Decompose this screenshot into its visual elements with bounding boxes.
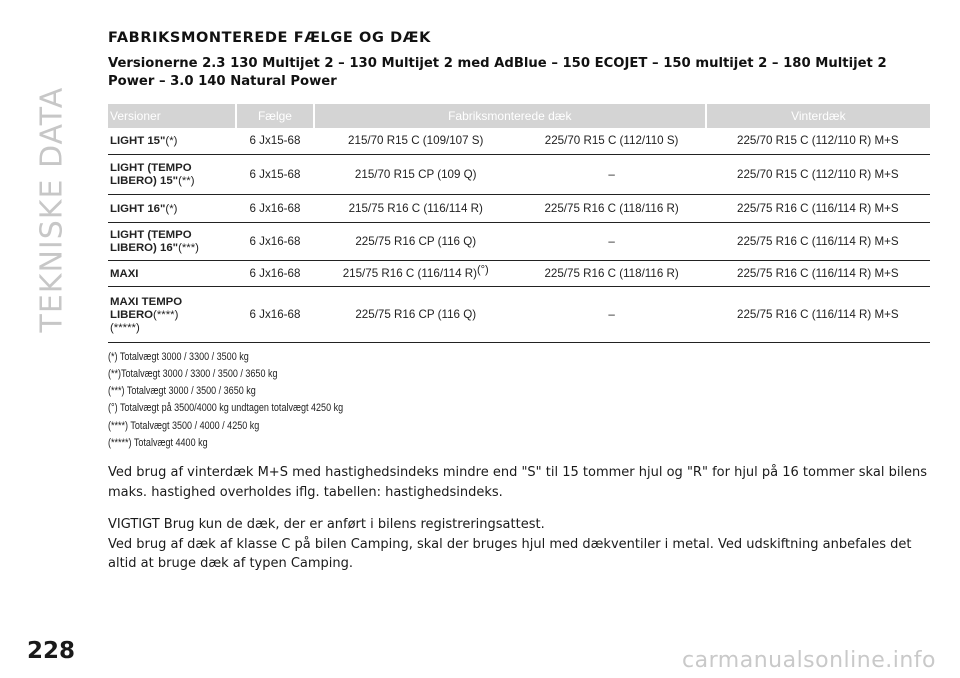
- rim-cell: 6 Jx16-68: [236, 260, 314, 286]
- tyre-spec-table: [108, 104, 930, 343]
- winter-tyre-cell: 225/75 R16 C (116/114 R) M+S: [706, 194, 930, 222]
- tyre-alt-cell: 225/75 R16 C (118/116 R): [518, 194, 706, 222]
- table-row: [108, 154, 930, 194]
- rim-cell: 6 Jx16-68: [236, 286, 314, 342]
- tyre-cell: 225/75 R16 CP (116 Q): [314, 286, 518, 342]
- tyre-footnote-marker: (°): [477, 263, 489, 276]
- version-note: (****): [153, 308, 179, 321]
- version-note: (*): [165, 135, 178, 148]
- version-cell: [108, 222, 236, 260]
- section-side-label: TEKNISKE DATA: [34, 86, 70, 333]
- tyre-cell: [314, 260, 518, 286]
- version-cell: [108, 128, 236, 154]
- table-row: [108, 194, 930, 222]
- versions-subtitle: Versionerne 2.3 130 Multijet 2 – 130 Multijet 2 med AdBlue – 150 ECOJET – 150 multijet 2 – 180 Multijet 2 Power – 3.0 140 Natural Power: [108, 56, 887, 89]
- winter-tyre-cell: 225/75 R16 C (116/114 R) M+S: [706, 260, 930, 286]
- page-number: 228: [27, 638, 76, 664]
- table-header-row: [108, 104, 930, 128]
- tyre-alt-cell: 225/70 R15 C (112/110 S): [518, 128, 706, 154]
- tyre-cell: 215/70 R15 CP (109 Q): [314, 154, 518, 194]
- header-factory-tyres: Fabriksmonterede dæk: [314, 104, 706, 128]
- winter-tyre-cell: 225/70 R15 C (112/110 R) M+S: [706, 154, 930, 194]
- version-cell: [108, 260, 236, 286]
- tyre-cell: 215/70 R15 C (109/107 S): [314, 128, 518, 154]
- version-cell: [108, 154, 236, 194]
- version-note: (**): [178, 175, 195, 187]
- table-row: [108, 286, 930, 342]
- watermark: carmanualsonline.info: [682, 648, 936, 673]
- footnote: (°) Totalvægt på 3500/4000 kg undtagen totalvægt 4250 kg: [108, 402, 344, 415]
- table-row: [108, 260, 930, 286]
- footnotes: [108, 349, 951, 453]
- version-cell: [108, 286, 236, 342]
- winter-tyre-paragraph: Ved brug af vinterdæk M+S med hastighedsindeks mindre end "S" til 15 tommer hjul og "R" for hjul på 16 tommer skal bilens maks. hastighed overholdes iflg. tabellen: hastighedsindeks.: [108, 465, 928, 500]
- tyre-cell: 225/75 R16 CP (116 Q): [314, 222, 518, 260]
- tyre-alt-cell: –: [518, 286, 706, 342]
- header-winter-tyres: Vinterdæk: [706, 104, 930, 128]
- tyre-alt-cell: 225/75 R16 C (118/116 R): [518, 260, 706, 286]
- table-row: [108, 222, 930, 260]
- tyre-alt-cell: –: [518, 222, 706, 260]
- rim-cell: 6 Jx16-68: [236, 222, 314, 260]
- version-name: MAXI TEMPO LIBERO: [110, 295, 183, 321]
- winter-tyre-cell: 225/75 R16 C (116/114 R) M+S: [706, 222, 930, 260]
- version-name: MAXI: [110, 267, 139, 280]
- footnote: (*****) Totalvægt 4400 kg: [108, 436, 208, 449]
- footnote: (*) Totalvægt 3000 / 3300 / 3500 kg: [108, 350, 249, 363]
- important-paragraph: VIGTIGT Brug kun de dæk, der er anført i bilens registreringsattest. Ved brug af dæk af klasse C på bilen Camping, skal der bruges hjul med dækventiler i metal. Ved udskiftning anbefales det altid at bruge dæk af typen Camping.: [108, 517, 912, 572]
- header-versions: Versioner: [108, 104, 236, 128]
- footnote: (***) Totalvægt 3000 / 3500 / 3650 kg: [108, 385, 256, 398]
- rim-cell: 6 Jx15-68: [236, 128, 314, 154]
- table-row: [108, 128, 930, 154]
- tyre-cell: 215/75 R16 C (116/114 R): [314, 194, 518, 222]
- table-body: [108, 128, 930, 342]
- rim-cell: 6 Jx16-68: [236, 194, 314, 222]
- footnote: (****) Totalvægt 3500 / 4000 / 4250 kg: [108, 419, 260, 432]
- version-note: (***): [178, 242, 199, 254]
- winter-tyre-cell: 225/75 R16 C (116/114 R) M+S: [706, 286, 930, 342]
- version-note-2: (*****): [110, 321, 140, 334]
- version-name: LIGHT (TEMPO LIBERO) 16": [110, 229, 192, 254]
- header-rims: Fælge: [236, 104, 314, 128]
- tyre-alt-cell: –: [518, 154, 706, 194]
- version-name: LIGHT 15": [110, 135, 166, 148]
- version-name: LIGHT (TEMPO LIBERO) 15": [110, 162, 192, 187]
- version-cell: [108, 194, 236, 222]
- page-content: [108, 30, 930, 574]
- footnote: (**)Totalvægt 3000 / 3300 / 3500 / 3650 kg: [108, 367, 278, 380]
- version-name: LIGHT 16": [110, 202, 166, 215]
- version-note: (*): [165, 202, 178, 215]
- rim-cell: 6 Jx15-68: [236, 154, 314, 194]
- winter-tyre-cell: 225/70 R15 C (112/110 R) M+S: [706, 128, 930, 154]
- section-title: FABRIKSMONTEREDE FÆLGE OG DÆK: [108, 30, 431, 46]
- tyre-size: 215/75 R16 C (116/114 R): [342, 266, 477, 280]
